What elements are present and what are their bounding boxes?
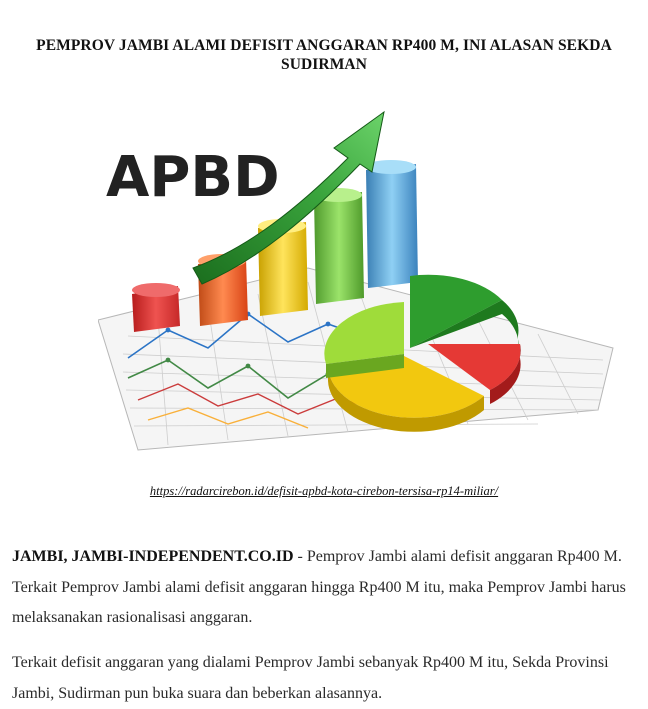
paragraph-text: Terkait defisit anggaran yang dialami Pemprov Jambi sebanyak Rp400 M itu, Sekda Provinsi Jambi, Sudirman pun buka suara dan beberkan alasannya. — [12, 654, 609, 702]
image-caption — [0, 484, 648, 499]
bar-red — [132, 283, 180, 332]
bar-blue — [366, 160, 418, 288]
article-headline: PEMPROV JAMBI ALAMI DEFISIT ANGGARAN RP400 M, INI ALASAN SEKDA SUDIRMAN — [36, 37, 612, 74]
apbd-illustration — [98, 98, 638, 460]
apbd-label: APBD — [106, 145, 280, 210]
article-paragraph — [12, 648, 638, 709]
caption-source-link[interactable]: https://radarcirebon.id/defisit-apbd-kota-cirebon-tersisa-rp14-miliar/ — [149, 484, 499, 498]
paragraph-text: - Pemprov Jambi alami defisit anggaran Rp400 M. Terkait Pemprov Jambi alami defisit anggaran hingga Rp400 M itu, maka Pemprov Jambi harus melaksanakan rasionalisasi anggaran. — [12, 548, 626, 626]
article-dateline: JAMBI, JAMBI-INDEPENDENT.CO.ID — [12, 548, 294, 565]
article-paragraph — [12, 542, 638, 634]
article-image — [98, 98, 638, 460]
bar-green — [314, 188, 364, 304]
